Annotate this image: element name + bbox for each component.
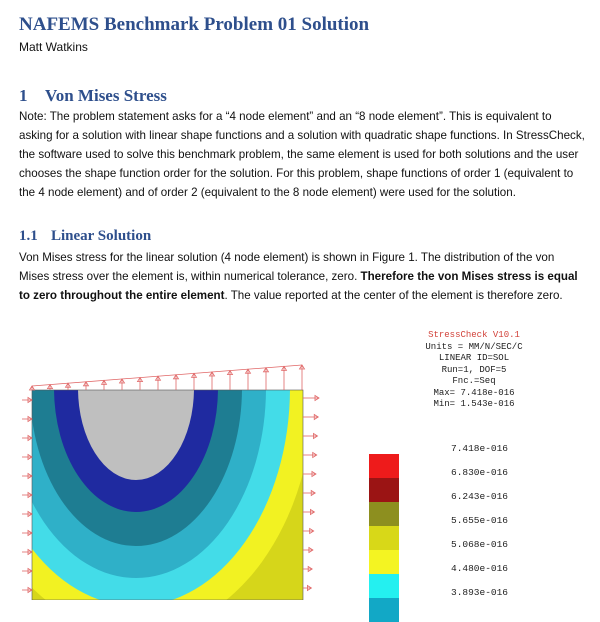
units-label: Units = MM/N/SEC/C xyxy=(425,341,523,352)
paragraph-text-a: Von Mises stress for the linear solution (4 node element) is shown in Figure 1. The distribution of the von Mises stress over the element is, within numerical tolerance, zero. xyxy=(19,251,555,283)
contour-bands xyxy=(0,330,314,600)
solution-label: LINEAR ID=SOL xyxy=(438,353,510,363)
legend-swatch xyxy=(369,454,399,478)
contour-plot xyxy=(0,330,360,600)
figure-1 xyxy=(0,330,600,600)
subsection-title: Linear Solution xyxy=(51,228,152,244)
run-label: Run=1, DOF=5 xyxy=(441,364,507,375)
legend-label: 6.830e-016 xyxy=(451,467,509,478)
section-heading-von-mises xyxy=(19,86,167,106)
subsection-number: 1.1 xyxy=(19,228,38,244)
legend-swatch xyxy=(369,598,399,622)
paragraph-bold-text: Therefore the von Mises stress is equal to zero throughout the entire element xyxy=(19,270,578,302)
arrow-line xyxy=(32,365,302,386)
author-name: Matt Watkins xyxy=(19,40,88,54)
legend-label: 3.893e-016 xyxy=(451,587,509,598)
legend-swatch xyxy=(369,502,399,526)
section-number: 1 xyxy=(19,86,28,105)
subsection-paragraph xyxy=(19,248,585,305)
subsection-heading-linear xyxy=(19,228,151,245)
legend-label: 5.068e-016 xyxy=(451,539,509,550)
max-label: Max= 7.418e-016 xyxy=(433,387,515,398)
min-label: Min= 1.543e-016 xyxy=(433,399,515,409)
paragraph-text-b: . The value reported at the center of the element is therefore zero. xyxy=(224,289,563,302)
legend-label: 7.418e-016 xyxy=(451,443,509,454)
function-label: Fnc.=Seq xyxy=(452,376,496,386)
legend-label: 6.243e-016 xyxy=(451,491,509,502)
stresscheck-info-panel xyxy=(405,330,543,411)
software-brand-label: StressCheck V10.1 xyxy=(428,330,520,340)
legend-swatch xyxy=(369,526,399,550)
section-paragraph: Note: The problem statement asks for a “4 node element” and an “8 node element”. This is equivalent to asking for a solution with linear shape functions and a solution with quadratic shape functions. In StressCheck, the software used to solve this benchmark problem, the same element is used for both solutions and the user chooses the shape function order for the solution. For this problem, shape functions of order 1 (equivalent to the 4 node element) and of order 2 (equivalent to the 8 node element) were used for the solution. xyxy=(19,110,585,199)
legend-swatch xyxy=(369,574,399,598)
section-title: Von Mises Stress xyxy=(45,86,167,105)
legend-swatch xyxy=(369,550,399,574)
legend-swatch xyxy=(369,478,399,502)
legend-label: 5.655e-016 xyxy=(451,515,509,526)
legend-label: 4.480e-016 xyxy=(451,563,509,574)
document-title: NAFEMS Benchmark Problem 01 Solution xyxy=(19,14,370,35)
